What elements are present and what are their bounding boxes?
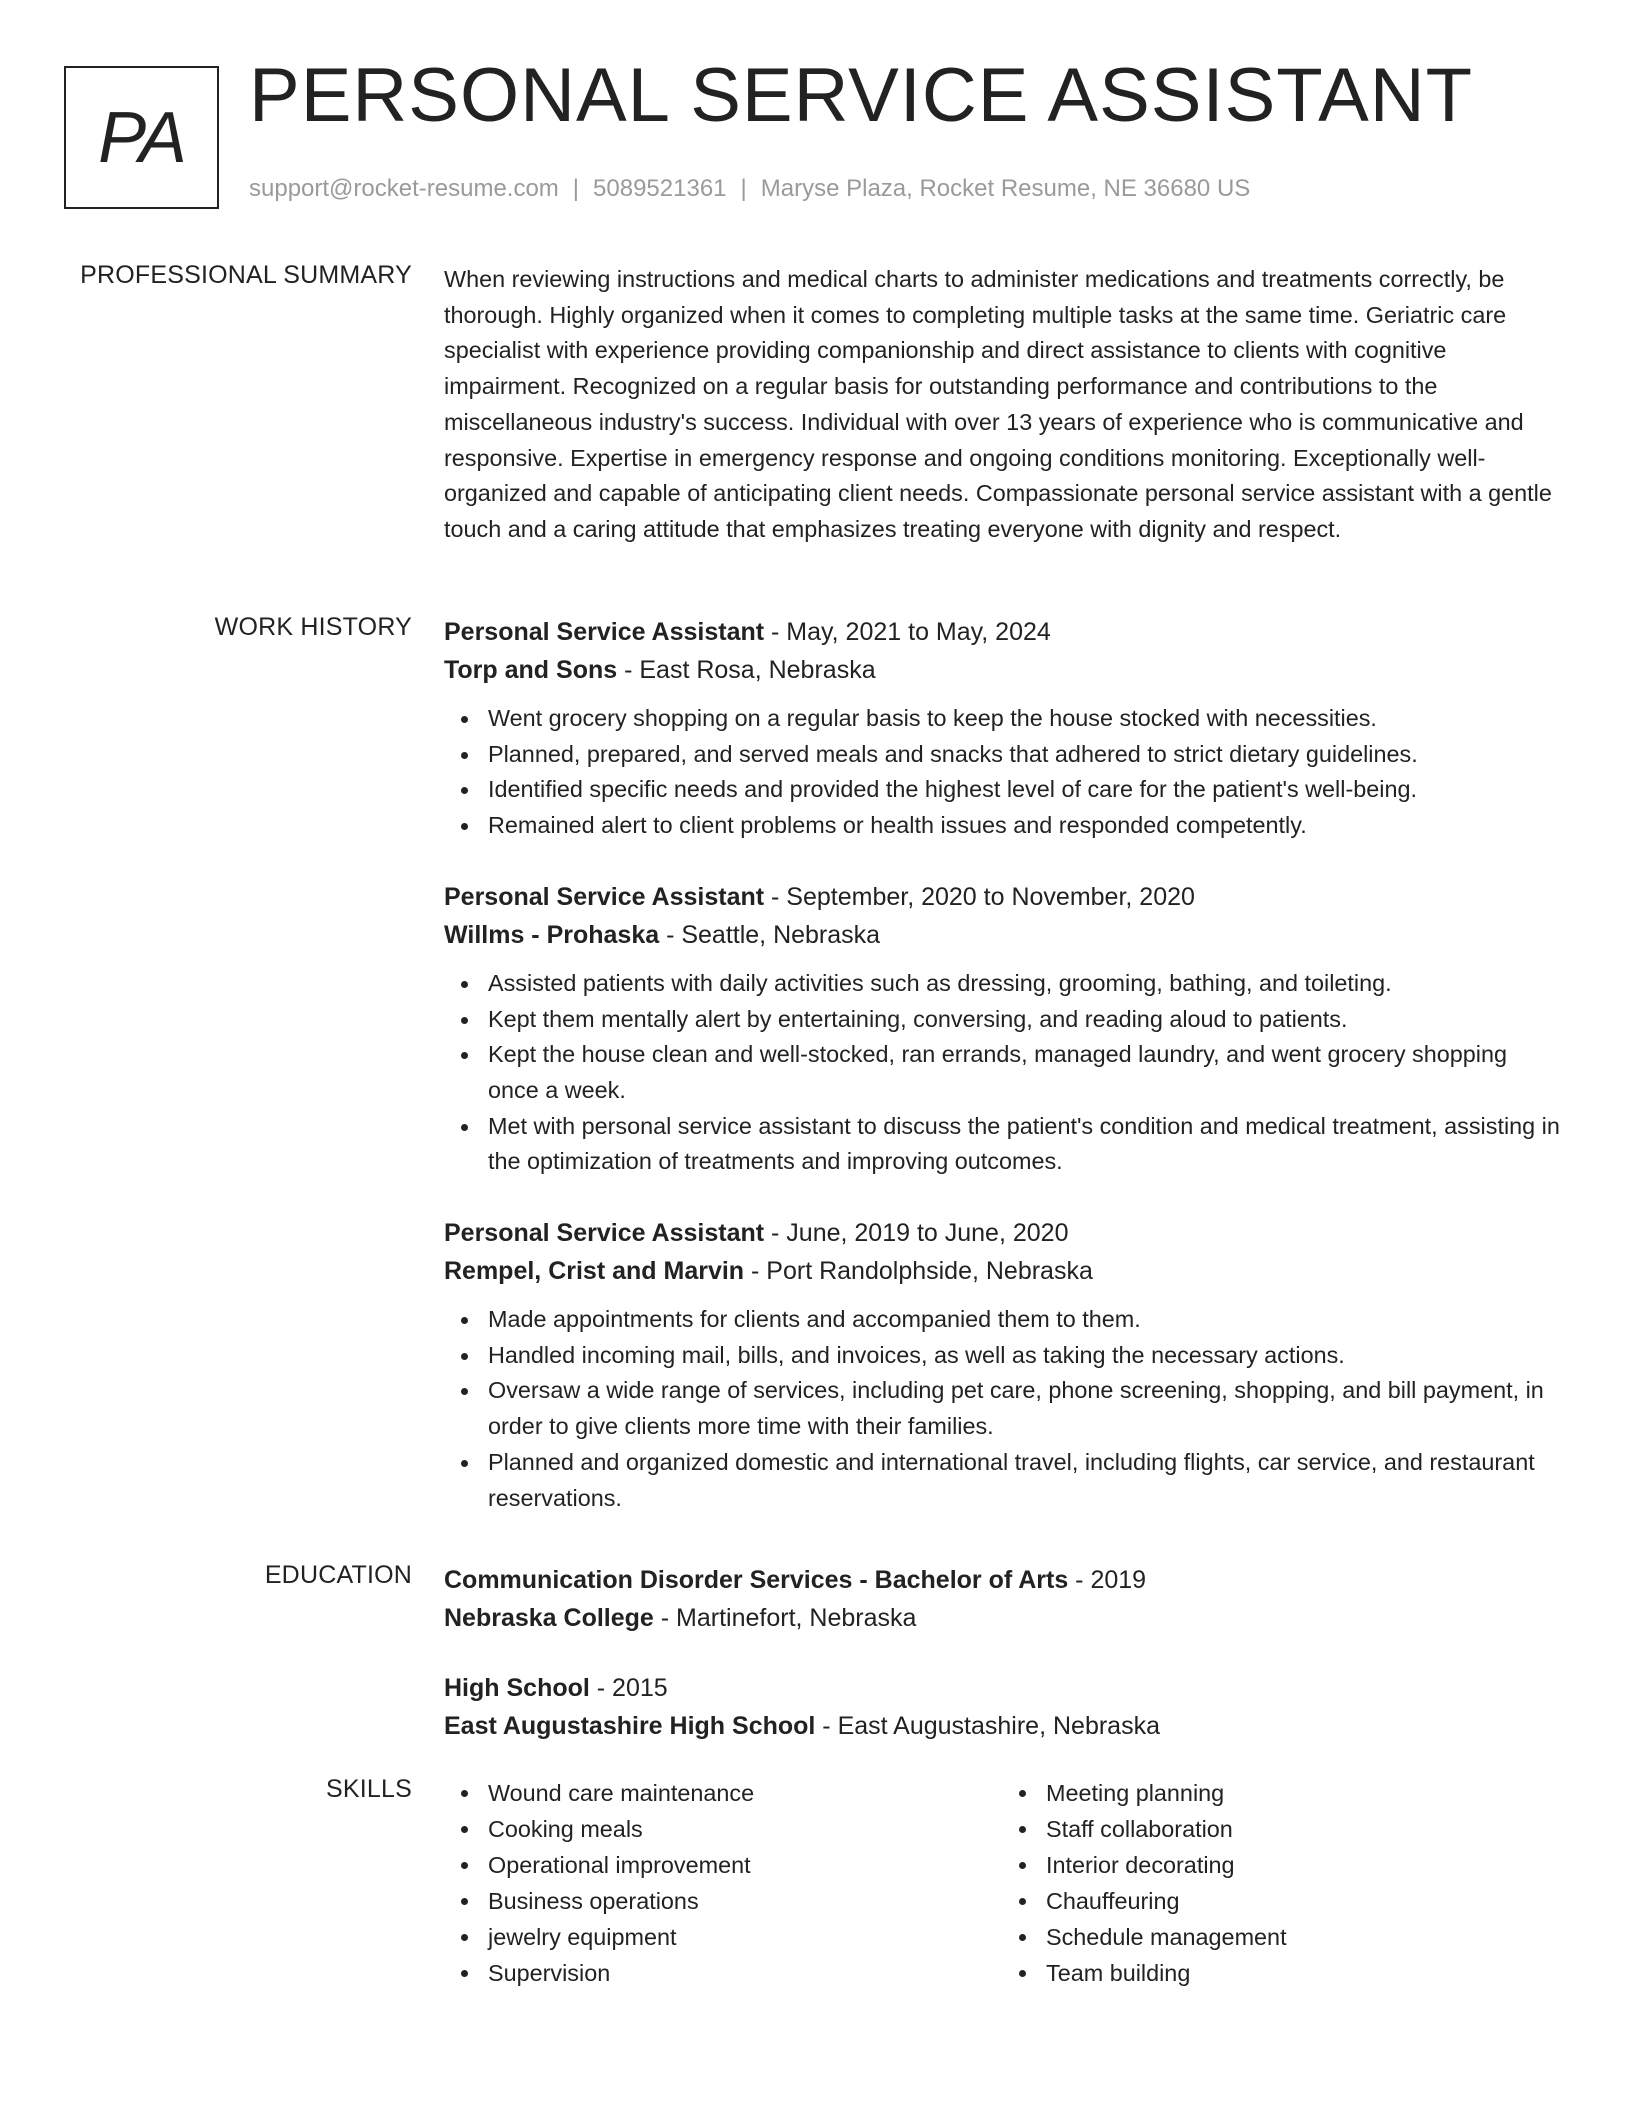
job-bullet: Handled incoming mail, bills, and invoices, as well as taking the necessary actions. bbox=[488, 1338, 1560, 1374]
section-label-summary: PROFESSIONAL SUMMARY bbox=[80, 261, 412, 289]
job-dates: - June, 2019 to June, 2020 bbox=[764, 1219, 1069, 1248]
education-degree: Communication Disorder Services - Bachelor of Arts bbox=[444, 1566, 1069, 1594]
job-title-line bbox=[444, 613, 1560, 651]
job-bullet: Assisted patients with daily activities such as dressing, grooming, bathing, and toileting. bbox=[488, 966, 1560, 1002]
skill-item: Meeting planning bbox=[1046, 1775, 1560, 1811]
education-location: - Martinefort, Nebraska bbox=[653, 1604, 917, 1632]
job-bullet: Oversaw a wide range of services, including pet care, phone screening, shopping, and bill payment, in order to give clients more time with their families. bbox=[488, 1373, 1560, 1444]
skill-item: Cooking meals bbox=[488, 1811, 1002, 1847]
education-degree: High School bbox=[444, 1674, 590, 1702]
job-bullet-list bbox=[444, 1302, 1560, 1516]
work-history-body bbox=[444, 613, 1560, 1550]
contact-phone[interactable]: 5089521361 bbox=[593, 175, 727, 202]
job-entry bbox=[444, 878, 1560, 1180]
skill-item: Operational improvement bbox=[488, 1847, 1002, 1883]
job-dates: - September, 2020 to November, 2020 bbox=[764, 882, 1195, 911]
education-school: East Augustashire High School bbox=[444, 1712, 816, 1740]
job-location: - Seattle, Nebraska bbox=[659, 920, 881, 949]
skill-item: Schedule management bbox=[1046, 1919, 1560, 1955]
skill-item: Supervision bbox=[488, 1955, 1002, 1991]
job-bullet-list bbox=[444, 966, 1560, 1180]
skill-item: Chauffeuring bbox=[1046, 1883, 1560, 1919]
skill-item: jewelry equipment bbox=[488, 1919, 1002, 1955]
contact-separator: | bbox=[572, 175, 580, 202]
job-bullet: Planned, prepared, and served meals and snacks that adhered to strict dietary guidelines. bbox=[488, 737, 1560, 773]
job-bullet: Kept the house clean and well-stocked, ran errands, managed laundry, and went grocery shopping once a week. bbox=[488, 1037, 1560, 1108]
skill-item: Business operations bbox=[488, 1883, 1002, 1919]
skills-grid bbox=[444, 1775, 1560, 1991]
contact-address: Maryse Plaza, Rocket Resume, NE 36680 US bbox=[760, 175, 1251, 202]
job-company-line bbox=[444, 916, 1560, 954]
job-title-line bbox=[444, 878, 1560, 916]
job-bullet: Went grocery shopping on a regular basis to keep the house stocked with necessities. bbox=[488, 701, 1560, 737]
summary-text: When reviewing instructions and medical charts to administer medications and treatments correctly, be thorough. Highly organized when it comes to completing multiple tasks at the same time. Geriatric care specialist with experience providing companionship and direct assistance to clients with cognitive impairment. Recognized on a regular basis for outstanding performance and contributions to the miscellaneous industry's success. Individual with over 13 years of experience who is communicative and responsive. Expertise in emergency response and ongoing conditions monitoring. Exceptionally well-organized and capable of anticipating client needs. Compassionate personal service assistant with a gentle touch and a caring attitude that emphasizes treating everyone with dignity and respect. bbox=[444, 266, 1552, 542]
section-label-education: EDUCATION bbox=[264, 1561, 412, 1589]
job-location: - Port Randolphside, Nebraska bbox=[744, 1257, 1093, 1286]
contact-separator: | bbox=[740, 175, 747, 202]
job-title: Personal Service Assistant bbox=[444, 1219, 765, 1248]
education-body bbox=[444, 1561, 1560, 1777]
education-degree-line bbox=[444, 1669, 1560, 1707]
contact-line bbox=[249, 175, 1250, 203]
job-entry bbox=[444, 613, 1560, 844]
skills-column-right bbox=[1002, 1775, 1560, 1991]
skill-item: Staff collaboration bbox=[1046, 1811, 1560, 1847]
education-school-line bbox=[444, 1599, 1560, 1637]
job-bullet: Made appointments for clients and accompanied them to them. bbox=[488, 1302, 1560, 1338]
resume-title: PERSONAL SERVICE ASSISTANT bbox=[249, 53, 1474, 138]
job-title-line bbox=[444, 1214, 1560, 1252]
skill-item: Wound care maintenance bbox=[488, 1775, 1002, 1811]
job-bullet: Identified specific needs and provided the highest level of care for the patient's well-being. bbox=[488, 772, 1560, 808]
job-bullet: Remained alert to client problems or health issues and responded competently. bbox=[488, 808, 1560, 844]
skills-body bbox=[444, 1775, 1560, 1991]
job-title: Personal Service Assistant bbox=[444, 618, 765, 646]
job-company-line bbox=[444, 651, 1560, 689]
job-title: Personal Service Assistant bbox=[444, 882, 765, 911]
job-company-line bbox=[444, 1252, 1560, 1290]
job-bullet: Met with personal service assistant to discuss the patient's condition and medical treatment, assisting in the optimization of treatments and improving outcomes. bbox=[488, 1109, 1560, 1180]
job-company: Rempel, Crist and Marvin bbox=[444, 1257, 745, 1286]
job-company: Torp and Sons bbox=[444, 656, 618, 684]
contact-email[interactable]: support@rocket-resume.com bbox=[249, 175, 559, 202]
education-degree-line bbox=[444, 1561, 1560, 1599]
education-school-line bbox=[444, 1707, 1560, 1745]
skills-column-left bbox=[444, 1775, 1002, 1991]
job-location: - East Rosa, Nebraska bbox=[617, 656, 876, 684]
job-bullet-list bbox=[444, 701, 1560, 844]
education-year: - 2015 bbox=[589, 1674, 668, 1702]
education-entry bbox=[444, 1561, 1560, 1637]
education-year: - 2019 bbox=[1068, 1566, 1147, 1594]
job-bullet: Planned and organized domestic and international travel, including flights, car service, and restaurant reservations. bbox=[488, 1445, 1560, 1516]
education-entry bbox=[444, 1669, 1560, 1745]
education-location: - East Augustashire, Nebraska bbox=[815, 1712, 1160, 1740]
job-bullet: Kept them mentally alert by entertaining, conversing, and reading aloud to patients. bbox=[488, 1002, 1560, 1038]
section-label-work-history: WORK HISTORY bbox=[214, 613, 412, 641]
education-school: Nebraska College bbox=[444, 1604, 654, 1632]
summary-body bbox=[444, 261, 1560, 548]
job-entry bbox=[444, 1214, 1560, 1516]
skill-item: Team building bbox=[1046, 1955, 1560, 1991]
section-label-skills: SKILLS bbox=[326, 1775, 412, 1803]
skill-item: Interior decorating bbox=[1046, 1847, 1560, 1883]
monogram-logo: PA bbox=[64, 66, 219, 209]
job-company: Willms - Prohaska bbox=[444, 920, 660, 949]
job-dates: - May, 2021 to May, 2024 bbox=[764, 618, 1051, 646]
